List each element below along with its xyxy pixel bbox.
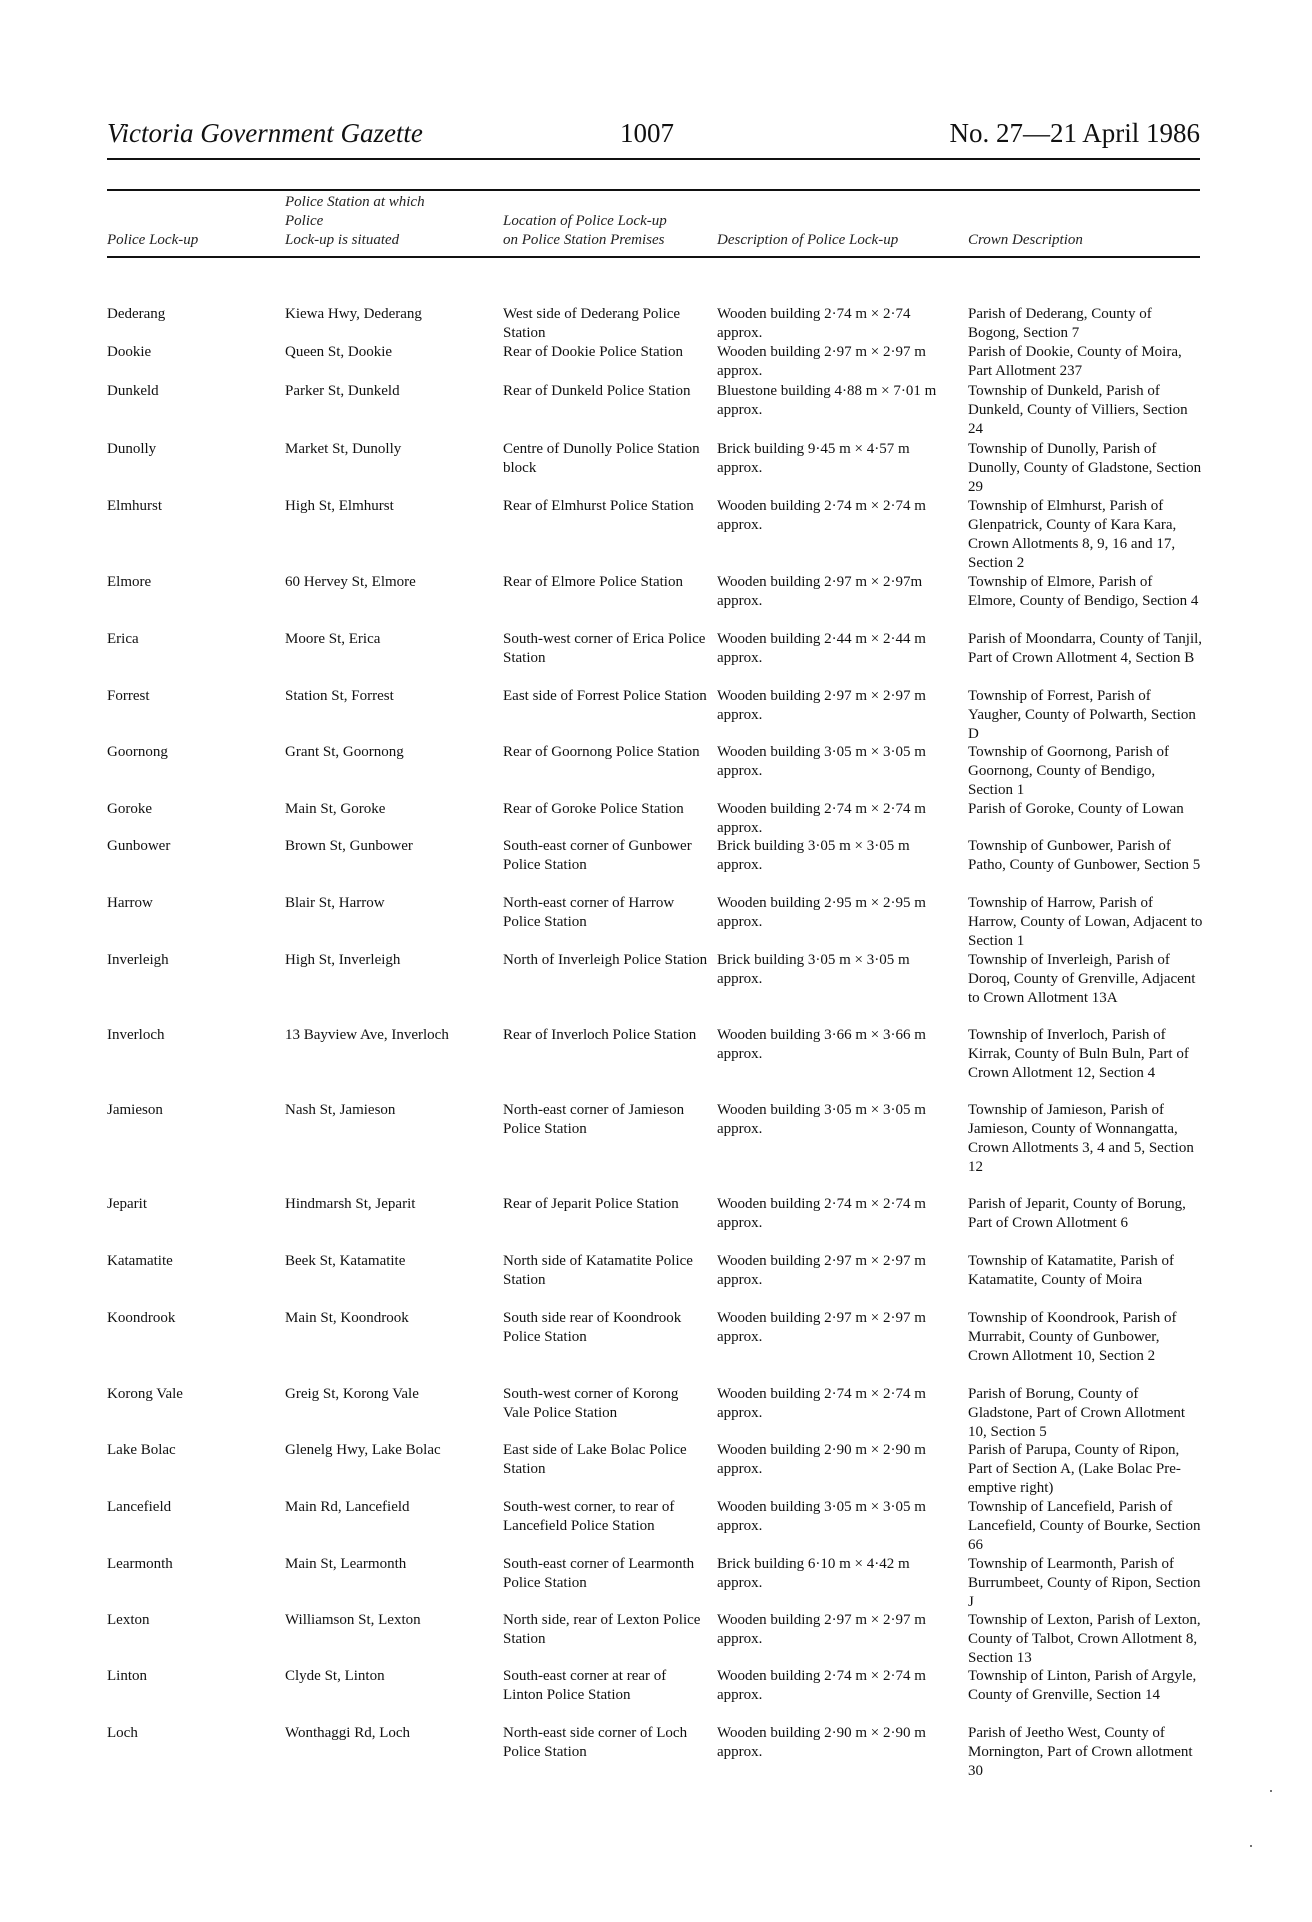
lockup-location: South-west corner of Erica Police Station [503,631,706,666]
station-address: Main St, Goroke [285,801,386,817]
lockup-description: Wooden building 2·90 m × 2·90 m approx. [717,1725,926,1760]
lockup-description: Wooden building 2·95 m × 2·95 m approx. [717,895,926,930]
lockup-name: Dederang [107,306,166,322]
lockup-location: West side of Dederang Police Station [503,306,681,341]
crown-description: Township of Dunkeld, Parish of Dunkeld, County of Villiers, Section 24 [968,383,1188,437]
lockup-name: Jamieson [107,1102,163,1118]
crown-description: Township of Dunolly, Parish of Dunolly, County of Gladstone, Section 29 [968,441,1202,495]
crown-description: Parish of Moondarra, County of Tanjil, Part of Crown Allotment 4, Section B [968,631,1203,666]
lockup-name: Elmhurst [107,498,162,514]
station-address: Parker St, Dunkeld [285,383,400,399]
lockup-description: Wooden building 2·90 m × 2·90 m approx. [717,1442,926,1477]
lockup-name: Dunolly [107,441,157,457]
lockup-description: Wooden building 2·97 m × 2·97 m approx. [717,344,926,379]
station-address: Hindmarsh St, Jeparit [285,1196,416,1212]
crown-description: Township of Gunbower, Parish of Patho, County of Gunbower, Section 5 [968,838,1201,873]
lockup-location: East side of Forrest Police Station [503,688,707,704]
station-address: Main Rd, Lancefield [285,1499,410,1515]
station-address: Kiewa Hwy, Dederang [285,306,422,322]
column-header-station-line2: Police [285,213,324,229]
station-address: High St, Elmhurst [285,498,394,514]
station-address: Blair St, Harrow [285,895,385,911]
station-address: Greig St, Korong Vale [285,1386,419,1402]
crown-description: Parish of Parupa, County of Ripon, Part of Section A, (Lake Bolac Pre-emptive right) [968,1442,1181,1496]
station-address: Clyde St, Linton [285,1668,385,1684]
column-header-station [285,193,425,250]
lockup-description: Brick building 6·10 m × 4·42 m approx. [717,1556,910,1591]
lockup-location: North of Inverleigh Police Station [503,952,708,968]
station-address: Market St, Dunolly [285,441,402,457]
lockup-description: Wooden building 2·97 m × 2·97 m approx. [717,688,926,723]
lockup-location: South-west corner, to rear of Lancefield Police Station [503,1499,675,1534]
crown-description: Township of Inverleigh, Parish of Doroq, County of Grenville, Adjacent to Crown Allotment 13A [968,952,1196,1006]
station-address: High St, Inverleigh [285,952,401,968]
crown-description: Township of Lancefield, Parish of Lancefield, County of Bourke, Section 66 [968,1499,1201,1553]
lockup-location: Rear of Elmore Police Station [503,574,683,590]
station-address: Queen St, Dookie [285,344,393,360]
lockup-description: Brick building 3·05 m × 3·05 m approx. [717,838,910,873]
lockup-name: Dunkeld [107,383,159,399]
crown-description: Township of Koondrook, Parish of Murrabit, County of Gunbower, Crown Allotment 10, Section 2 [968,1310,1177,1364]
lockup-location: South side rear of Koondrook Police Station [503,1310,682,1345]
lockup-description: Bluestone building 4·88 m × 7·01 m approx. [717,383,937,418]
lockup-description: Wooden building 2·74 m × 2·74 m approx. [717,801,926,836]
crown-description: Township of Goornong, Parish of Goornong, County of Bendigo, Section 1 [968,744,1170,798]
station-address: Beek St, Katamatite [285,1253,406,1269]
lockup-description: Wooden building 3·66 m × 3·66 m approx. [717,1027,926,1062]
column-header-crown: Crown Description [968,232,1083,248]
lockup-location: Rear of Goornong Police Station [503,744,700,760]
issue-date: No. 27—21 April 1986 [949,118,1200,148]
lockup-description: Wooden building 2·44 m × 2·44 m approx. [717,631,926,666]
lockup-name: Harrow [107,895,153,911]
station-address: Nash St, Jamieson [285,1102,396,1118]
lockup-description: Wooden building 2·74 m × 2·74 m approx. [717,1668,926,1703]
lockup-name: Lancefield [107,1499,172,1515]
crown-description: Parish of Jeparit, County of Borung, Part of Crown Allotment 6 [968,1196,1186,1231]
column-header-location [503,212,667,250]
lockup-name: Elmore [107,574,152,590]
lockup-location: South-east corner of Gunbower Police Station [503,838,692,873]
lockup-location: Centre of Dunolly Police Station block [503,441,700,476]
crown-description: Township of Elmhurst, Parish of Glenpatrick, County of Kara Kara, Crown Allotments 8, 9, 16 and 17, Section 2 [968,498,1177,571]
lockup-location: South-east corner of Learmonth Police Station [503,1556,695,1591]
station-address: Grant St, Goornong [285,744,404,760]
column-header-station-line1: Police Station at which [285,194,425,210]
lockup-location: Rear of Elmhurst Police Station [503,498,694,514]
lockup-name: Jeparit [107,1196,147,1212]
station-address: Moore St, Erica [285,631,381,647]
page-number: 1007 [620,118,674,148]
lockup-description: Brick building 3·05 m × 3·05 m approx. [717,952,910,987]
lockup-location: East side of Lake Bolac Police Station [503,1442,687,1477]
lockup-location: Rear of Jeparit Police Station [503,1196,679,1212]
lockup-description: Wooden building 2·74 m × 2·74 m approx. [717,1386,926,1421]
lockup-description: Wooden building 2·97 m × 2·97m approx. [717,574,923,609]
lockup-description: Wooden building 2·97 m × 2·97 m approx. [717,1612,926,1647]
lockup-name: Loch [107,1725,138,1741]
lockup-name: Korong Vale [107,1386,183,1402]
lockup-location: South-east corner at rear of Linton Police Station [503,1668,667,1703]
crown-description: Township of Lexton, Parish of Lexton, County of Talbot, Crown Allotment 8, Section 13 [968,1612,1201,1666]
lockup-name: Koondrook [107,1310,176,1326]
lockup-description: Wooden building 3·05 m × 3·05 m approx. [717,1499,926,1534]
lockup-name: Goroke [107,801,152,817]
crown-description: Parish of Dookie, County of Moira, Part Allotment 237 [968,344,1182,379]
lockup-location: Rear of Inverloch Police Station [503,1027,697,1043]
crown-description: Parish of Goroke, County of Lowan [968,801,1184,817]
lockup-description: Brick building 9·45 m × 4·57 m approx. [717,441,910,476]
column-header-location-line2: on Police Station Premises [503,232,665,248]
lockup-location: North side, rear of Lexton Police Station [503,1612,701,1647]
lockup-name: Linton [107,1668,147,1684]
table-top-rule [107,189,1200,191]
lockup-description: Wooden building 3·05 m × 3·05 m approx. [717,1102,926,1137]
lockup-location: North side of Katamatite Police Station [503,1253,693,1288]
lockup-description: Wooden building 2·74 m × 2·74 m approx. [717,1196,926,1231]
column-header-lockup: Police Lock-up [107,232,199,248]
station-address: Brown St, Gunbower [285,838,413,854]
lockup-name: Learmonth [107,1556,173,1572]
lockup-name: Lexton [107,1612,150,1628]
station-address: Wonthaggi Rd, Loch [285,1725,411,1741]
lockup-name: Goornong [107,744,168,760]
lockup-name: Lake Bolac [107,1442,176,1458]
lockup-name: Forrest [107,688,150,704]
station-address: 60 Hervey St, Elmore [285,574,416,590]
lockup-location: Rear of Goroke Police Station [503,801,684,817]
lockup-description: Wooden building 2·74 m × 2·74 m approx. [717,498,926,533]
crown-description: Township of Inverloch, Parish of Kirrak, County of Buln Buln, Part of Crown Allotment 12, Section 4 [968,1027,1189,1081]
lockup-name: Inverloch [107,1027,165,1043]
station-address: Station St, Forrest [285,688,394,704]
lockup-name: Gunbower [107,838,171,854]
lockup-location: South-west corner of Korong Vale Police Station [503,1386,679,1421]
lockup-name: Inverleigh [107,952,169,968]
crown-description: Parish of Dederang, County of Bogong, Section 7 [968,306,1152,341]
crown-description: Township of Forrest, Parish of Yaugher, County of Polwarth, Section D [968,688,1196,742]
lockup-location: North-east corner of Harrow Police Station [503,895,675,930]
column-header-description: Description of Police Lock-up [717,232,899,248]
lockup-location: North-east corner of Jamieson Police Station [503,1102,685,1137]
lockup-description: Wooden building 2·97 m × 2·97 m approx. [717,1253,926,1288]
column-header-location-line1: Location of Police Lock-up [503,213,667,229]
station-address: Glenelg Hwy, Lake Bolac [285,1442,441,1458]
crown-description: Township of Elmore, Parish of Elmore, County of Bendigo, Section 4 [968,574,1199,609]
station-address: Main St, Learmonth [285,1556,407,1572]
crown-description: Township of Linton, Parish of Argyle, County of Grenville, Section 14 [968,1668,1197,1703]
lockup-name: Katamatite [107,1253,173,1269]
lockup-description: Wooden building 2·97 m × 2·97 m approx. [717,1310,926,1345]
lockup-location: North-east side corner of Loch Police Station [503,1725,688,1760]
column-header-station-line3: Lock-up is situated [285,232,400,248]
lockup-description: Wooden building 3·05 m × 3·05 m approx. [717,744,926,779]
lockup-name: Erica [107,631,139,647]
lockup-location: Rear of Dunkeld Police Station [503,383,691,399]
crown-description: Township of Harrow, Parish of Harrow, County of Lowan, Adjacent to Section 1 [968,895,1203,949]
station-address: Williamson St, Lexton [285,1612,421,1628]
crown-description: Township of Katamatite, Parish of Katamatite, County of Moira [968,1253,1174,1288]
station-address: Main St, Koondrook [285,1310,409,1326]
lockup-name: Dookie [107,344,152,360]
header-rule [107,158,1200,160]
scan-speck [1270,1790,1272,1792]
table-header-rule [107,256,1200,258]
station-address: 13 Bayview Ave, Inverloch [285,1027,449,1043]
scan-speck [1250,1845,1252,1847]
crown-description: Township of Learmonth, Parish of Burrumbeet, County of Ripon, Section J [968,1556,1201,1610]
crown-description: Parish of Borung, County of Gladstone, Part of Crown Allotment 10, Section 5 [968,1386,1186,1440]
lockup-location: Rear of Dookie Police Station [503,344,683,360]
crown-description: Township of Jamieson, Parish of Jamieson, County of Wonnangatta, Crown Allotments 3, 4 and 5, Section 12 [968,1102,1194,1175]
lockup-description: Wooden building 2·74 m × 2·74 approx. [717,306,911,341]
gazette-title: Victoria Government Gazette [107,118,423,148]
crown-description: Parish of Jeetho West, County of Mornington, Part of Crown allotment 30 [968,1725,1193,1779]
